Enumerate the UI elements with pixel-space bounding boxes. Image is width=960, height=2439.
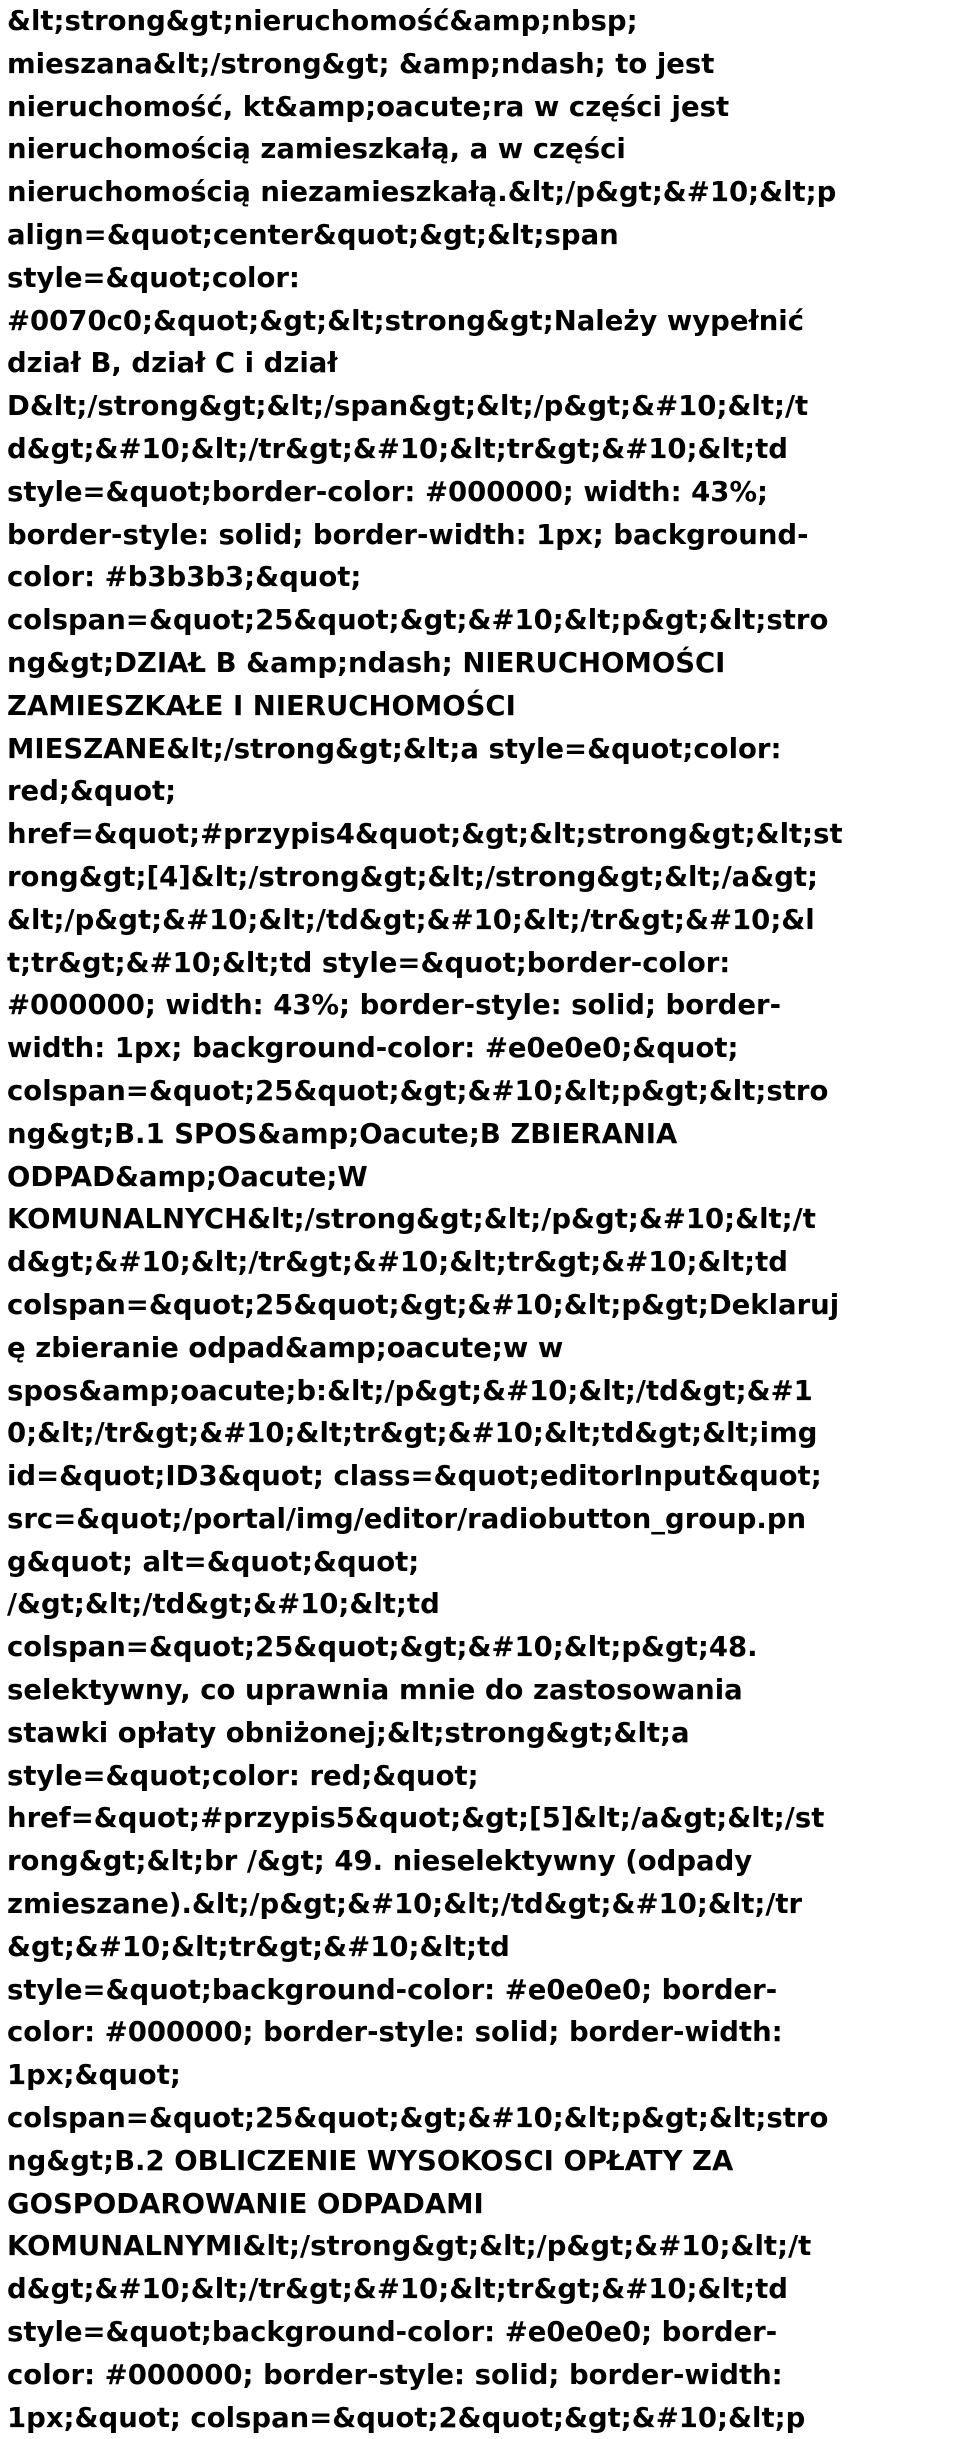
text-line: t;tr&gt;&#10;&lt;td style=&quot;border-color: (7, 946, 731, 979)
text-line: ę zbieranie odpad&amp;oacute;w w (7, 1331, 564, 1364)
text-line: #0070c0;&quot;&gt;&lt;strong&gt;Należy wypełnić (7, 304, 805, 337)
text-line: nieruchomością niezamieszkałą.&lt;/p&gt;&#10;&lt;p (7, 176, 837, 209)
text-line: d&gt;&#10;&lt;/tr&gt;&#10;&lt;tr&gt;&#10;&lt;td (7, 2273, 788, 2306)
text-line: mieszana&lt;/strong&gt; &amp;ndash; to jest (7, 47, 715, 80)
text-line: ng&gt;B.1 SPOS&amp;Oacute;B ZBIERANIA (7, 1117, 678, 1150)
text-line: color: #000000; border-style: solid; border-width: (7, 2358, 783, 2391)
text-line: rong&gt;&lt;br /&gt; 49. nieselektywny (odpady (7, 1845, 753, 1878)
text-line: MIESZANE&lt;/strong&gt;&lt;a style=&quot;color: (7, 732, 782, 765)
text-line: style=&quot;color: red;&quot; (7, 1759, 479, 1792)
text-line: style=&quot;background-color: #e0e0e0; border- (7, 1973, 778, 2006)
text-line: colspan=&quot;25&quot;&gt;&#10;&lt;p&gt;&lt;stro (7, 2102, 829, 2135)
text-line: #000000; width: 43%; border-style: solid; border- (7, 989, 781, 1022)
text-line: width: 1px; background-color: #e0e0e0;&quot; (7, 1032, 739, 1065)
text-line: align=&quot;center&quot;&gt;&lt;span (7, 218, 619, 251)
text-line: ng&gt;B.2 OBLICZENIE WYSOKOSCI OPŁATY ZA (7, 2144, 734, 2177)
text-line: d&gt;&#10;&lt;/tr&gt;&#10;&lt;tr&gt;&#10;&lt;td (7, 1246, 788, 1279)
text-line: src=&quot;/portal/img/editor/radiobutton_group.pn (7, 1502, 807, 1535)
text-line: stawki opłaty obniżonej;&lt;strong&gt;&lt;a (7, 1716, 690, 1749)
text-line: &lt;/p&gt;&#10;&lt;/td&gt;&#10;&lt;/tr&gt;&#10;&l (7, 903, 815, 936)
text-line: spos&amp;oacute;b:&lt;/p&gt;&#10;&lt;/td&gt;&#1 (7, 1374, 813, 1407)
text-line: dział B, dział C i dział (7, 347, 338, 380)
text-line: ZAMIESZKAŁE I NIERUCHOMOŚCI (7, 689, 516, 722)
text-line: style=&quot;color: (7, 261, 300, 294)
text-line: GOSPODAROWANIE ODPADAMI (7, 2187, 484, 2220)
text-line: href=&quot;#przypis4&quot;&gt;&lt;strong&gt;&lt;st (7, 818, 843, 851)
text-line: KOMUNALNYCH&lt;/strong&gt;&lt;/p&gt;&#10;&lt;/t (7, 1203, 816, 1236)
text-line: colspan=&quot;25&quot;&gt;&#10;&lt;p&gt;Deklaruj (7, 1288, 840, 1321)
text-line: ODPAD&amp;Oacute;W (7, 1160, 368, 1193)
text-line: color: #b3b3b3;&quot; (7, 561, 362, 594)
text-line: nieruchomość, kt&amp;oacute;ra w części jest (7, 90, 730, 123)
text-line: rong&gt;[4]&lt;/strong&gt;&lt;/strong&gt;&lt;/a&gt; (7, 860, 819, 893)
text-line: 1px;&quot; (7, 2059, 181, 2092)
text-line: style=&quot;border-color: #000000; width: 43%; (7, 475, 768, 508)
text-line: 1px;&quot; colspan=&quot;2&quot;&gt;&#10;&lt;p (7, 2401, 806, 2434)
text-line: 0;&lt;/tr&gt;&#10;&lt;tr&gt;&#10;&lt;td&gt;&lt;img (7, 1417, 818, 1450)
text-line: selektywny, co uprawnia mnie do zastosowania (7, 1674, 743, 1707)
text-line: id=&quot;ID3&quot; class=&quot;editorInput&quot; (7, 1460, 822, 1493)
text-line: color: #000000; border-style: solid; border-width: (7, 2016, 783, 2049)
text-line: /&gt;&lt;/td&gt;&#10;&lt;td (7, 1588, 440, 1621)
text-line: g&quot; alt=&quot;&quot; (7, 1545, 420, 1578)
text-line: &gt;&#10;&lt;tr&gt;&#10;&lt;td (7, 1930, 510, 1963)
text-line: red;&quot; (7, 775, 177, 808)
text-line: ng&gt;DZIAŁ B &amp;ndash; NIERUCHOMOŚCI (7, 646, 726, 679)
text-line: zmieszane).&lt;/p&gt;&#10;&lt;/td&gt;&#10;&lt;/tr (7, 1888, 803, 1921)
text-line: &lt;strong&gt;nieruchomość&amp;nbsp; (7, 5, 638, 37)
text-line: d&gt;&#10;&lt;/tr&gt;&#10;&lt;tr&gt;&#10;&lt;td (7, 432, 788, 465)
text-line: D&lt;/strong&gt;&lt;/span&gt;&lt;/p&gt;&#10;&lt;/t (7, 390, 809, 423)
text-line: border-style: solid; border-width: 1px; background- (7, 518, 809, 551)
text-line: colspan=&quot;25&quot;&gt;&#10;&lt;p&gt;&lt;stro (7, 604, 829, 637)
text-line: KOMUNALNYMI&lt;/strong&gt;&lt;/p&gt;&#10;&lt;/t (7, 2230, 812, 2263)
text-line: nieruchomością zamieszkałą, a w części (7, 133, 626, 166)
text-line: colspan=&quot;25&quot;&gt;&#10;&lt;p&gt;48. (7, 1631, 758, 1664)
text-line: href=&quot;#przypis5&quot;&gt;[5]&lt;/a&gt;&lt;/st (7, 1802, 825, 1835)
text-line: style=&quot;background-color: #e0e0e0; border- (7, 2316, 778, 2349)
text-line: colspan=&quot;25&quot;&gt;&#10;&lt;p&gt;&lt;stro (7, 1074, 829, 1107)
